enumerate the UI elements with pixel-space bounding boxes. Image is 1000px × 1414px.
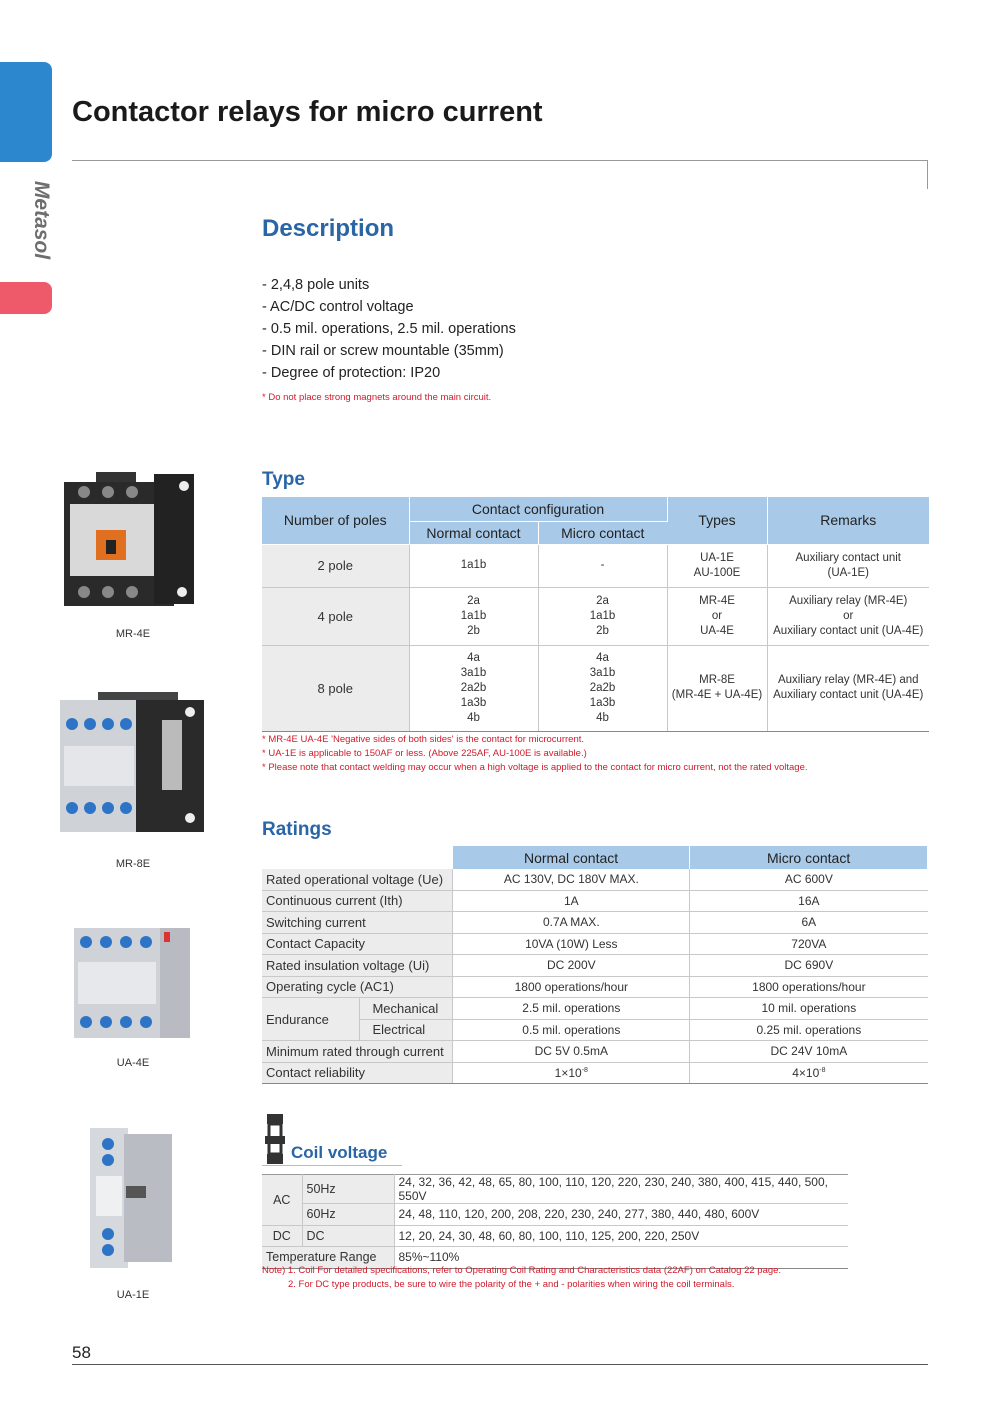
type-header-normal: Normal contact [409, 521, 538, 544]
ua-4e-photo [70, 922, 196, 1044]
ratings-table [262, 846, 928, 1084]
table-row: 60Hz 24, 48, 110, 120, 200, 208, 220, 230, 240, 277, 380, 440, 480, 600V [262, 1204, 848, 1226]
ua-1e-photo [84, 1122, 180, 1278]
remarks-cell: Auxiliary relay (MR-4E) or Auxiliary contact unit (UA-4E) [767, 587, 929, 645]
type-header-config: Contact configuration [409, 497, 667, 521]
table-row: Rated operational voltage (Ue) AC 130V, DC 180V MAX. AC 600V [262, 869, 928, 890]
description-item: - Degree of protection: IP20 [262, 365, 441, 381]
table-row: Switching current 0.7A MAX. 6A [262, 912, 928, 934]
types-cell: MR-8E (MR-4E + UA-4E) [667, 645, 767, 731]
product-caption: UA-1E [116, 1289, 150, 1301]
ratings-header-micro: Micro contact [690, 846, 928, 869]
table-row: AC 50Hz 24, 32, 36, 42, 48, 65, 80, 100, 110, 120, 220, 230, 240, 380, 400, 415, 440, 500, 550V [262, 1175, 848, 1204]
page-number: 58 [72, 1343, 91, 1362]
title-rule-tick [927, 160, 928, 189]
table-row: Temperature Range 85%~110% [262, 1247, 848, 1269]
coil-icon [265, 1112, 289, 1168]
type-header-micro: Micro contact [538, 521, 667, 544]
coil-heading: Coil voltage [291, 1143, 388, 1162]
product-caption: UA-4E [116, 1057, 150, 1069]
description-list [262, 274, 516, 384]
remarks-cell: Auxiliary contact unit (UA-1E) [767, 544, 929, 587]
brand-label: Metasol [30, 180, 53, 260]
table-row: Operating cycle (AC1) 1800 operations/hour 1800 operations/hour [262, 976, 928, 998]
ratings-header-blank [262, 846, 453, 869]
coil-notes [262, 1264, 781, 1292]
micro-cell: 4a 3a1b 2a2b 1a3b 4b [538, 645, 667, 731]
normal-cell: 2a 1a1b 2b [409, 587, 538, 645]
types-cell: UA-1E AU-100E [667, 544, 767, 587]
types-cell: MR-4E or UA-4E [667, 587, 767, 645]
description-item: - 0.5 mil. operations, 2.5 mil. operations [262, 321, 516, 337]
title-rule [72, 160, 928, 161]
table-row [262, 645, 929, 731]
description-item: - 2,4,8 pole units [262, 277, 370, 293]
type-header-remarks: Remarks [767, 497, 929, 544]
poles-cell: 8 pole [262, 645, 409, 731]
type-note: * MR-4E UA-4E 'Negative sides of both sides' is the contact for microcurrent. [262, 734, 585, 745]
table-row: Rated insulation voltage (Ui) DC 200V DC 690V [262, 955, 928, 977]
mr-4e-photo [62, 468, 202, 614]
table-row: Contact Capacity 10VA (10W) Less 720VA [262, 933, 928, 955]
table-row: Endurance Mechanical 2.5 mil. operations 10 mil. operations [262, 998, 928, 1020]
type-header-poles: Number of poles [262, 497, 409, 544]
coil-heading-underline [262, 1165, 402, 1166]
type-notes [262, 733, 808, 775]
type-note: * Please note that contact welding may occur when a high voltage is applied to the contact for micro current, not the rated voltage. [262, 762, 808, 773]
coil-note: 2. For DC type products, be sure to wire the polarity of the + and - polarities when wiring the coil terminals. [288, 1279, 735, 1290]
micro-cell: - [538, 544, 667, 587]
poles-cell: 4 pole [262, 587, 409, 645]
table-row [262, 587, 929, 645]
type-table [262, 497, 929, 732]
coil-table [262, 1174, 848, 1269]
remarks-cell: Auxiliary relay (MR-4E) and Auxiliary contact unit (UA-4E) [767, 645, 929, 731]
product-caption: MR-4E [115, 628, 151, 640]
type-note: * UA-1E is applicable to 150AF or less. (Above 225AF, AU-100E is available.) [262, 748, 587, 759]
table-row: Electrical 0.5 mil. operations 0.25 mil. operations [262, 1019, 928, 1041]
type-header-types: Types [667, 497, 767, 544]
description-item: - DIN rail or screw mountable (35mm) [262, 343, 504, 359]
normal-cell: 4a 3a1b 2a2b 1a3b 4b [409, 645, 538, 731]
description-item: - AC/DC control voltage [262, 299, 414, 315]
micro-cell: 2a 1a1b 2b [538, 587, 667, 645]
description-note: * Do not place strong magnets around the main circuit. [262, 392, 492, 403]
normal-cell: 1a1b [409, 544, 538, 587]
poles-cell: 2 pole [262, 544, 409, 587]
table-row: Continuous current (Ith) 1A 16A [262, 890, 928, 912]
sidebar-tab-blue [0, 62, 52, 162]
type-heading: Type [262, 469, 305, 490]
description-heading: Description [262, 215, 395, 242]
page-title: Contactor relays for micro current [72, 96, 543, 128]
coil-note: Note) 1. Coil For detailed specifications, refer to Operating Coil Rating and Characteristics data (22AF) on Catalog 22 page. [262, 1265, 782, 1276]
table-row: Contact reliability $1\times 10^{-8}$ $4\times 10^{-8}$ [262, 1062, 928, 1084]
table-row: Minimum rated through current DC 5V 0.5mA DC 24V 10mA [262, 1041, 928, 1063]
footer-rule [72, 1364, 928, 1365]
ratings-heading: Ratings [262, 819, 332, 840]
product-caption: MR-8E [115, 858, 151, 870]
sidebar-tab-pink [0, 282, 52, 314]
mr-8e-photo [58, 690, 208, 840]
table-row [262, 544, 929, 587]
table-row: DC DC 12, 20, 24, 30, 48, 60, 80, 100, 110, 125, 200, 220, 250V [262, 1225, 848, 1247]
ratings-header-normal: Normal contact [453, 846, 690, 869]
